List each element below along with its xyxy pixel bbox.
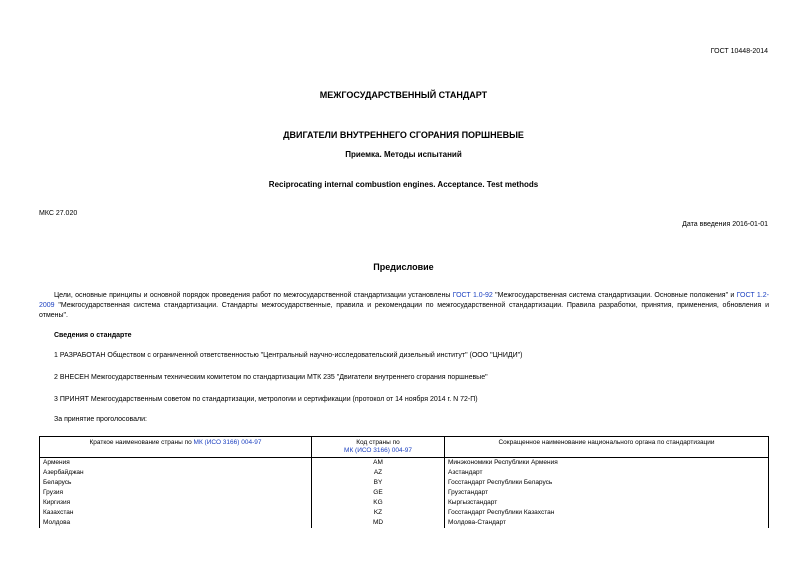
- foreword-text-3: "Межгосударственная система стандартизации. Стандарты межгосударственные, правила и рекомендации по межгосударственной стандартизации. Правила разработки, принятия, применения, обновления и отмены".: [39, 302, 769, 319]
- mk-iso-3166-link[interactable]: МК (ИСО 3166) 004-97: [344, 447, 412, 454]
- col-country-code: [312, 437, 445, 458]
- table-row: [40, 508, 769, 518]
- item-developed: 1 РАЗРАБОТАН Обществом с ограниченной ответственностью "Центральный научно-исследовательский дизельный институт" (ООО "ЦНИДИ"): [54, 352, 523, 359]
- table-row: [40, 478, 769, 488]
- document-code: ГОСТ 10448-2014: [710, 48, 768, 55]
- country-code-cell: KZ: [312, 508, 445, 518]
- standards-body-cell: Азстандарт: [445, 468, 769, 478]
- country-code-cell: GE: [312, 488, 445, 498]
- item-adopted: 3 ПРИНЯТ Межгосударственным советом по стандартизации, метрологии и сертификации (протокол от 14 ноября 2014 г. N 72-П): [54, 396, 478, 403]
- foreword-text-2: "Межгосударственная система стандартизации. Основные положения" и: [492, 292, 737, 299]
- standards-body-cell: Грузстандарт: [445, 488, 769, 498]
- country-name-cell: Грузия: [40, 488, 312, 498]
- voting-countries-table: [39, 436, 769, 528]
- standard-info-heading: Сведения о стандарте: [54, 332, 132, 339]
- table-row: [40, 498, 769, 508]
- standards-body-cell: Молдова-Стандарт: [445, 518, 769, 528]
- table-row: [40, 458, 769, 469]
- country-code-cell: AM: [312, 458, 445, 469]
- table-row: [40, 468, 769, 478]
- col-country-name-text: Краткое наименование страны по: [89, 439, 194, 446]
- foreword-text-1: Цели, основные принципы и основной порядок проведения работ по межгосударственной стандартизации установлены: [54, 292, 453, 299]
- mk-iso-3166-link[interactable]: МК (ИСО 3166) 004-97: [193, 439, 262, 446]
- table-row: [40, 518, 769, 528]
- country-code-cell: AZ: [312, 468, 445, 478]
- table-row: [40, 488, 769, 498]
- col-standards-body: Сокращенное наименование национального органа по стандартизации: [445, 437, 769, 458]
- document-title-english: Reciprocating internal combustion engines. Acceptance. Test methods: [268, 180, 539, 189]
- standards-body-cell: Кыргызстандарт: [445, 498, 769, 508]
- col-country-code-text: Код страны по: [356, 439, 400, 446]
- item-voted: За принятие проголосовали:: [54, 416, 147, 423]
- foreword-heading: Предисловие: [373, 262, 434, 272]
- item-submitted: 2 ВНЕСЕН Межгосударственным техническим комитетом по стандартизации МТК 235 "Двигатели внутреннего сгорания поршневые": [54, 374, 488, 381]
- country-name-cell: Казахстан: [40, 508, 312, 518]
- country-code-cell: KG: [312, 498, 445, 508]
- mks-code: МКС 27.020: [39, 210, 78, 217]
- country-name-cell: Молдова: [40, 518, 312, 528]
- standards-body-cell: Госстандарт Республики Беларусь: [445, 478, 769, 488]
- document-subtitle: Приемка. Методы испытаний: [345, 150, 462, 159]
- country-name-cell: Киргизия: [40, 498, 312, 508]
- country-name-cell: Беларусь: [40, 478, 312, 488]
- standard-type-heading: МЕЖГОСУДАРСТВЕННЫЙ СТАНДАРТ: [319, 90, 488, 100]
- country-code-cell: MD: [312, 518, 445, 528]
- country-code-cell: BY: [312, 478, 445, 488]
- standards-body-cell: Минэкономики Республики Армения: [445, 458, 769, 469]
- table-header-row: [40, 437, 769, 458]
- country-name-cell: Азербайджан: [40, 468, 312, 478]
- foreword-paragraph: [39, 291, 769, 321]
- gost-1-0-92-link[interactable]: ГОСТ 1.0-92: [452, 292, 493, 299]
- col-country-name: [40, 437, 312, 458]
- introduction-date: Дата введения 2016-01-01: [682, 221, 768, 228]
- document-title: ДВИГАТЕЛИ ВНУТРЕННЕГО СГОРАНИЯ ПОРШНЕВЫЕ: [283, 130, 524, 140]
- country-name-cell: Армения: [40, 458, 312, 469]
- gost-1-2-2009-link[interactable]: ГОСТ 1.2-2009: [39, 292, 769, 309]
- standards-body-cell: Госстандарт Республики Казахстан: [445, 508, 769, 518]
